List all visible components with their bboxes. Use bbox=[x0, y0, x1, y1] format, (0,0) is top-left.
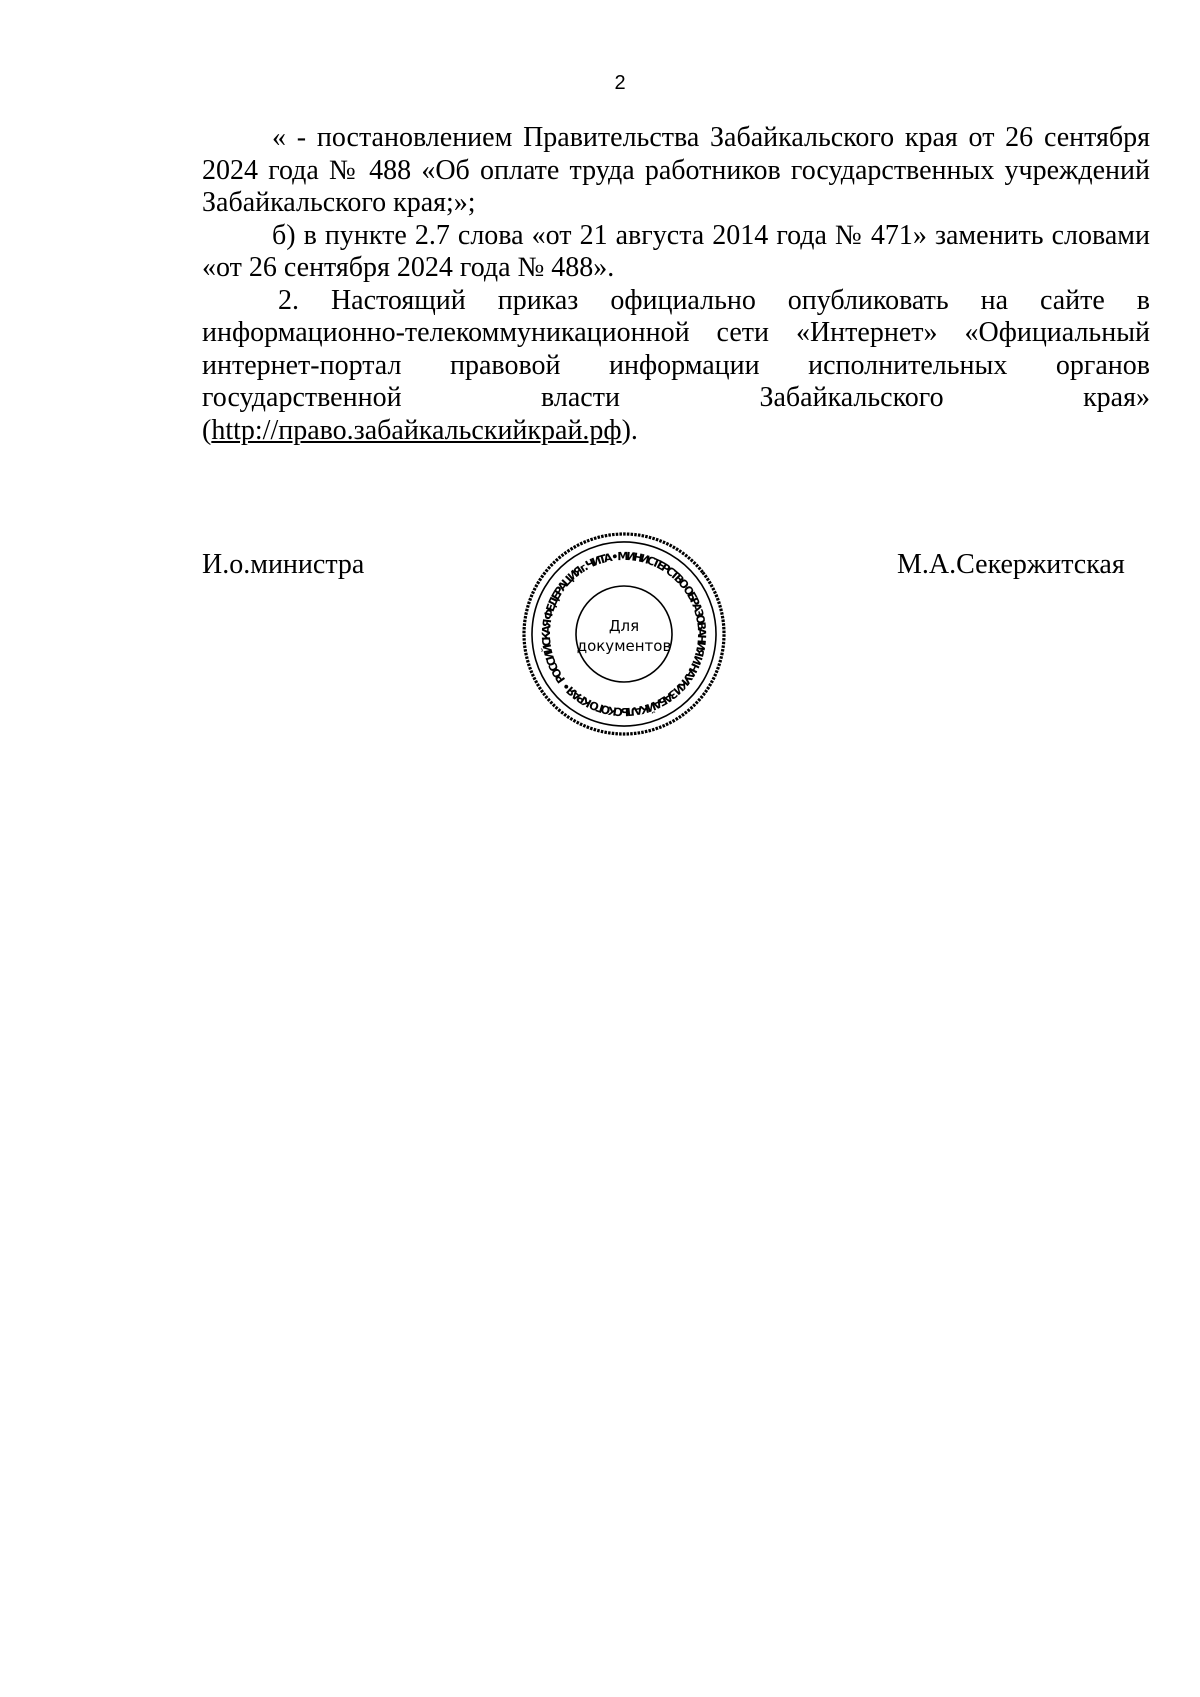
official-portal-link[interactable]: http://право.забайкальскийкрай.рф bbox=[211, 414, 622, 446]
paragraph-amendment-quote: « - постановлением Правительства Забайкальского края от 26 сентября 2024 года № 488 «Об оплате труда работников государственных учреждений Забайкальского края;»; bbox=[202, 122, 1150, 218]
seal-center-line2: документов bbox=[576, 637, 672, 655]
paragraph-item-2 bbox=[202, 285, 1150, 415]
signatory-name: М.А.Секержитская bbox=[897, 549, 1125, 580]
seal-outer-text: РОССИЙСКАЯ ФЕДЕРАЦИЯ г. ЧИТА • МИНИСТЕРСТВО ОБРАЗОВАНИЯ И НАУКИ ЗАБАЙКАЛЬСКОГО КРАЯ • bbox=[539, 549, 709, 719]
url-close-paren: ). bbox=[621, 414, 638, 446]
document-body bbox=[202, 122, 1150, 447]
paragraph-item-2-url-line bbox=[202, 415, 1150, 448]
page-number: 2 bbox=[614, 72, 626, 94]
seal-center-line1: Для bbox=[608, 617, 640, 635]
official-seal-stamp bbox=[520, 530, 728, 738]
url-open-paren: ( bbox=[202, 414, 212, 446]
paragraph-item-b: б) в пункте 2.7 слова «от 21 августа 2014 года № 471» заменить словами «от 26 сентября 2024 года № 488». bbox=[202, 219, 1150, 283]
signature-position: И.о.министра bbox=[202, 549, 365, 580]
paragraph-item-2-text: 2. Настоящий приказ официально опубликовать на сайте в информационно-телекоммуникационной сети «Интернет» «Официальный интернет-портал правовой информации исполнительных органов государственной власти Забайкальского края» bbox=[202, 284, 1150, 413]
